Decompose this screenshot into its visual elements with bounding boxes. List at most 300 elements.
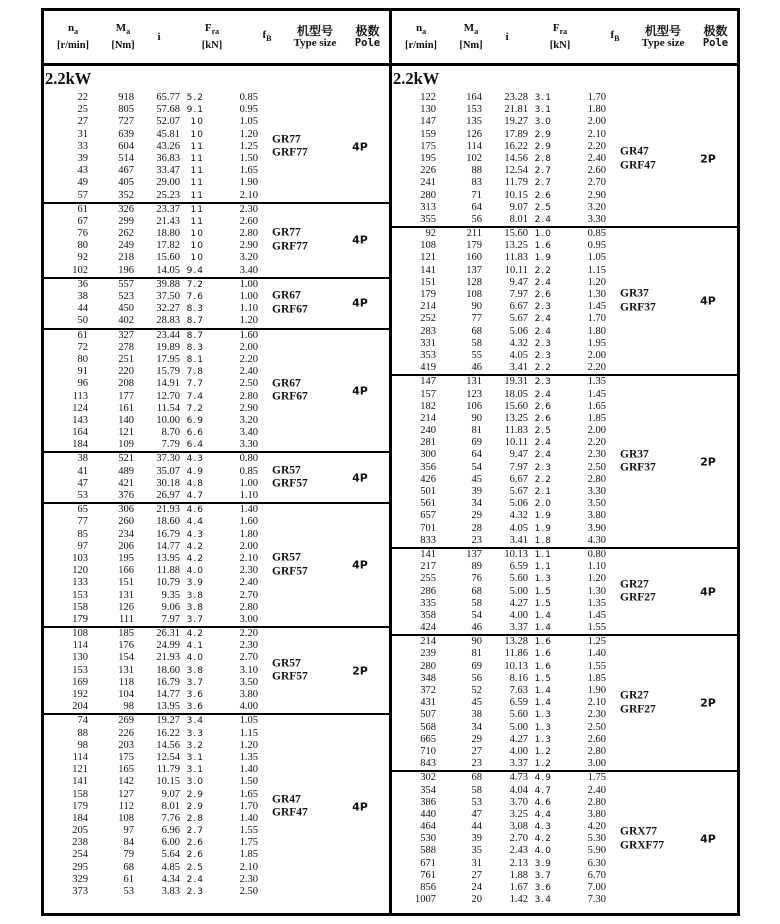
fra-value: 2.8 bbox=[534, 153, 552, 164]
fb-value: 3.50 bbox=[587, 498, 606, 510]
fb-value: 0.85 bbox=[239, 92, 258, 103]
table-row bbox=[44, 677, 389, 689]
type-size-label: GR57 GRF57 bbox=[272, 464, 308, 490]
na-value: 49 bbox=[77, 177, 88, 189]
table-row bbox=[44, 354, 389, 366]
table-row bbox=[44, 279, 389, 291]
table-row bbox=[392, 437, 737, 449]
table-row bbox=[44, 177, 389, 189]
table-row bbox=[392, 549, 737, 561]
table-row bbox=[392, 610, 737, 622]
fra-value: 2.7 bbox=[186, 826, 204, 837]
ma-value: 69 bbox=[471, 437, 482, 449]
i-value: 5.60 bbox=[509, 573, 528, 585]
na-value: 108 bbox=[72, 628, 88, 640]
i-value: 19.27 bbox=[504, 116, 528, 128]
fra-value: 4.9 bbox=[534, 773, 552, 784]
fb-value: 3.80 bbox=[239, 689, 258, 700]
ma-value: 402 bbox=[118, 315, 134, 327]
fb-value: 2.20 bbox=[587, 140, 606, 152]
na-value: 113 bbox=[72, 390, 88, 402]
na-value: 329 bbox=[72, 873, 88, 885]
table-row bbox=[392, 252, 737, 264]
ma-value: 137 bbox=[466, 548, 482, 560]
ma-value: 137 bbox=[466, 264, 482, 276]
na-value: 103 bbox=[72, 552, 88, 564]
na-value: 313 bbox=[420, 201, 436, 213]
fra-value: 1.3 bbox=[534, 734, 552, 745]
fra-value: 10 bbox=[190, 229, 204, 240]
ma-value: 46 bbox=[471, 622, 482, 634]
fra-value: 2.9 bbox=[186, 801, 204, 812]
table-row bbox=[392, 685, 737, 697]
na-value: 72 bbox=[77, 341, 88, 353]
table-row bbox=[392, 510, 737, 522]
i-value: 65.77 bbox=[156, 92, 180, 103]
ma-value: 249 bbox=[118, 240, 134, 252]
fb-value: 1.00 bbox=[239, 278, 258, 290]
ma-value: 196 bbox=[118, 264, 134, 276]
fb-value: 2.70 bbox=[239, 652, 258, 664]
fb-value: 3.00 bbox=[239, 613, 258, 625]
table-row bbox=[392, 722, 737, 734]
fra-value: 2.3 bbox=[534, 377, 552, 388]
fra-value: 1.9 bbox=[534, 511, 552, 522]
i-value: 33.47 bbox=[156, 165, 180, 177]
na-value: 61 bbox=[77, 329, 88, 341]
i-value: 4.34 bbox=[161, 873, 180, 885]
fra-value: 6.6 bbox=[186, 428, 204, 439]
table-row bbox=[392, 265, 737, 277]
ma-value: 46 bbox=[471, 362, 482, 374]
fra-value: 2.9 bbox=[534, 141, 552, 152]
table-row bbox=[392, 413, 737, 425]
fra-value: 2.4 bbox=[534, 214, 552, 225]
fb-value: 3.40 bbox=[239, 264, 258, 276]
i-value: 57.68 bbox=[156, 104, 180, 116]
ma-value: 109 bbox=[118, 439, 134, 451]
ma-value: 58 bbox=[471, 337, 482, 349]
fra-value: 3.4 bbox=[186, 716, 204, 727]
table-row bbox=[392, 636, 737, 648]
i-value: 15.60 bbox=[504, 228, 528, 240]
i-value: 5.06 bbox=[509, 498, 528, 510]
i-value: 6.59 bbox=[509, 697, 528, 709]
na-value: 254 bbox=[72, 849, 88, 861]
i-value: 11.54 bbox=[156, 402, 180, 414]
fra-value: 4.0 bbox=[534, 846, 552, 857]
i-value: 3.41 bbox=[509, 534, 528, 546]
fra-value: 1.5 bbox=[534, 586, 552, 597]
ma-value: 27 bbox=[471, 869, 482, 881]
fra-value: 3.9 bbox=[534, 858, 552, 869]
fb-value: 1.80 bbox=[239, 528, 258, 540]
fb-value: 1.25 bbox=[587, 636, 606, 648]
table-row bbox=[392, 845, 737, 857]
fb-value: 2.30 bbox=[239, 203, 258, 215]
i-value: 19.31 bbox=[504, 376, 528, 388]
fb-value: 0.85 bbox=[239, 465, 258, 477]
i-value: 3.25 bbox=[509, 808, 528, 820]
col-header-pole: 极数 Pole bbox=[354, 24, 381, 49]
na-value: 147 bbox=[420, 376, 436, 388]
fra-value: 8.1 bbox=[186, 354, 204, 365]
na-value: 501 bbox=[420, 486, 436, 497]
na-value: 238 bbox=[72, 837, 88, 849]
fra-value: 2.2 bbox=[534, 265, 552, 276]
ma-value: 220 bbox=[118, 366, 134, 378]
ma-value: 521 bbox=[118, 453, 134, 465]
table-row bbox=[44, 92, 389, 104]
i-value: 3.41 bbox=[509, 362, 528, 374]
table-row bbox=[44, 265, 389, 277]
i-value: 1.67 bbox=[509, 882, 528, 893]
na-value: 761 bbox=[420, 869, 436, 881]
col-header-na: $n_a$ [r/min] bbox=[56, 22, 90, 51]
ma-value: 58 bbox=[471, 784, 482, 796]
fb-value: 3.80 bbox=[587, 510, 606, 522]
fb-value: 1.60 bbox=[239, 516, 258, 528]
table-row bbox=[44, 216, 389, 228]
table-row bbox=[392, 177, 737, 189]
i-value: 7.97 bbox=[509, 289, 528, 300]
table-row bbox=[392, 535, 737, 547]
spec-block bbox=[44, 504, 389, 628]
fb-value: 1.10 bbox=[239, 490, 258, 501]
fra-value: 4.4 bbox=[534, 809, 552, 820]
fb-value: 1.85 bbox=[587, 412, 606, 424]
na-value: 39 bbox=[77, 152, 88, 164]
table-row bbox=[392, 561, 737, 573]
ma-value: 90 bbox=[471, 301, 482, 313]
na-value: 158 bbox=[72, 788, 88, 800]
ma-value: 44 bbox=[471, 821, 482, 833]
table-row bbox=[44, 116, 389, 128]
ma-value: 98 bbox=[123, 701, 134, 713]
i-value: 4.05 bbox=[509, 349, 528, 361]
i-value: 14.91 bbox=[156, 378, 180, 390]
fra-value: 1.2 bbox=[534, 759, 552, 770]
na-value: 300 bbox=[420, 449, 436, 461]
na-value: 65 bbox=[77, 504, 88, 516]
fra-value: 2.4 bbox=[186, 874, 204, 885]
col-header-pole: 极数 Pole bbox=[702, 24, 729, 49]
ma-value: 20 bbox=[471, 894, 482, 906]
table-row bbox=[44, 129, 389, 141]
fra-value: 2.6 bbox=[534, 413, 552, 424]
i-value: 18.80 bbox=[156, 228, 180, 240]
fra-value: 3.1 bbox=[534, 93, 552, 103]
fra-value: 1.8 bbox=[534, 535, 552, 546]
i-value: 14.77 bbox=[156, 540, 180, 552]
fb-value: 2.60 bbox=[587, 733, 606, 745]
spec-block bbox=[44, 92, 389, 204]
fb-value: 3.10 bbox=[239, 664, 258, 676]
fb-value: 1.30 bbox=[587, 585, 606, 597]
ma-value: 114 bbox=[466, 140, 482, 152]
fb-value: 3.50 bbox=[239, 676, 258, 688]
fb-value: 1.05 bbox=[587, 252, 606, 264]
fb-value: 2.80 bbox=[587, 745, 606, 757]
fb-value: 2.50 bbox=[587, 461, 606, 473]
table-row bbox=[44, 715, 389, 727]
fb-value: 1.20 bbox=[239, 128, 258, 140]
spec-block bbox=[392, 636, 737, 772]
i-value: 9.47 bbox=[509, 449, 528, 461]
ma-value: 727 bbox=[118, 116, 134, 128]
ma-value: 123 bbox=[466, 388, 482, 400]
na-value: 192 bbox=[72, 689, 88, 700]
i-value: 15.60 bbox=[156, 252, 180, 264]
col-header-fra: $F_{ra}$ [kN] bbox=[201, 22, 223, 51]
ma-value: 56 bbox=[471, 213, 482, 225]
fb-value: 2.40 bbox=[587, 784, 606, 796]
ma-value: 108 bbox=[466, 289, 482, 300]
spec-block bbox=[44, 453, 389, 504]
i-value: 16.22 bbox=[504, 140, 528, 152]
table-row bbox=[392, 797, 737, 809]
fb-value: 2.20 bbox=[587, 362, 606, 374]
fra-value: 2.8 bbox=[186, 813, 204, 824]
na-value: 426 bbox=[420, 473, 436, 485]
table-row bbox=[392, 573, 737, 585]
table-row bbox=[44, 104, 389, 116]
gearmotor-spec-table bbox=[41, 8, 740, 916]
fra-value: 7.7 bbox=[186, 379, 204, 390]
fra-value: 4.6 bbox=[534, 797, 552, 808]
i-value: 8.01 bbox=[161, 800, 180, 812]
type-size-label: GR67 GRF67 bbox=[272, 377, 308, 403]
na-value: 335 bbox=[420, 597, 436, 609]
fra-value: 3.8 bbox=[186, 665, 204, 676]
na-value: 153 bbox=[72, 664, 88, 676]
ma-value: 24 bbox=[471, 882, 482, 893]
table-row bbox=[392, 673, 737, 685]
ma-value: 185 bbox=[118, 628, 134, 640]
i-value: 10.13 bbox=[504, 548, 528, 560]
ma-value: 153 bbox=[466, 104, 482, 116]
i-value: 14.05 bbox=[156, 264, 180, 276]
fb-value: 1.95 bbox=[587, 337, 606, 349]
table-row bbox=[44, 776, 389, 788]
na-value: 195 bbox=[420, 152, 436, 164]
fb-value: 3.20 bbox=[239, 252, 258, 264]
ma-value: 251 bbox=[118, 353, 134, 365]
i-value: 11.88 bbox=[156, 565, 180, 577]
na-value: 295 bbox=[72, 861, 88, 873]
fra-value: 1.1 bbox=[534, 562, 552, 573]
table-row bbox=[392, 785, 737, 797]
ma-value: 27 bbox=[471, 745, 482, 757]
ma-value: 262 bbox=[118, 228, 134, 240]
col-header-type-size: 机型号 Type size bbox=[641, 24, 685, 49]
ma-value: 128 bbox=[466, 276, 482, 288]
table-row bbox=[392, 92, 737, 104]
fra-value: 1.9 bbox=[534, 523, 552, 534]
na-value: 372 bbox=[420, 685, 436, 696]
i-value: 4.04 bbox=[509, 784, 528, 796]
col-header-fb: $f_B$ bbox=[610, 28, 620, 44]
na-value: 98 bbox=[77, 739, 88, 751]
ma-value: 23 bbox=[471, 534, 482, 546]
fb-value: 1.05 bbox=[239, 116, 258, 128]
ma-value: 514 bbox=[118, 152, 134, 164]
table-row bbox=[392, 326, 737, 338]
i-value: 37.30 bbox=[156, 453, 180, 465]
i-value: 6.67 bbox=[509, 473, 528, 485]
i-value: 3.37 bbox=[509, 622, 528, 634]
fb-value: 2.20 bbox=[239, 628, 258, 640]
na-value: 157 bbox=[420, 388, 436, 400]
fra-value: 4.3 bbox=[534, 822, 552, 833]
ma-value: 68 bbox=[471, 325, 482, 337]
na-value: 80 bbox=[77, 240, 88, 252]
pole-value: 2P bbox=[700, 696, 716, 710]
ma-value: 77 bbox=[471, 313, 482, 325]
ma-value: 81 bbox=[471, 648, 482, 660]
na-value: 121 bbox=[72, 764, 88, 776]
fb-value: 2.60 bbox=[239, 215, 258, 227]
table-row bbox=[392, 104, 737, 116]
fra-value: 1.1 bbox=[534, 549, 552, 560]
na-value: 530 bbox=[420, 833, 436, 845]
fb-value: 2.70 bbox=[587, 177, 606, 189]
table-row bbox=[392, 498, 737, 510]
fra-value: 7.6 bbox=[186, 292, 204, 302]
na-value: 464 bbox=[420, 821, 436, 833]
fra-value: 1.2 bbox=[534, 746, 552, 757]
fb-value: 1.15 bbox=[587, 264, 606, 276]
fb-value: 2.10 bbox=[239, 552, 258, 564]
fb-value: 1.10 bbox=[587, 561, 606, 573]
i-value: 26.31 bbox=[156, 628, 180, 640]
table-row bbox=[392, 165, 737, 177]
fb-value: 1.05 bbox=[239, 715, 258, 727]
na-value: 286 bbox=[420, 585, 436, 597]
ma-value: 108 bbox=[118, 812, 134, 824]
i-value: 4.05 bbox=[509, 522, 528, 534]
fra-value: 1.6 bbox=[534, 661, 552, 672]
fb-value: 1.40 bbox=[239, 764, 258, 776]
table-row bbox=[44, 813, 389, 825]
i-value: 52.07 bbox=[156, 116, 180, 128]
pole-value: 4P bbox=[352, 233, 368, 247]
table-row bbox=[44, 849, 389, 861]
ma-value: 269 bbox=[118, 715, 134, 727]
i-value: 10.11 bbox=[504, 264, 528, 276]
fb-value: 2.00 bbox=[239, 540, 258, 552]
ma-value: 97 bbox=[123, 825, 134, 837]
fb-value: 1.70 bbox=[587, 92, 606, 103]
na-value: 856 bbox=[420, 882, 436, 893]
i-value: 21.93 bbox=[156, 652, 180, 664]
na-value: 710 bbox=[420, 745, 436, 757]
fra-value: 2.4 bbox=[534, 277, 552, 288]
fb-value: 1.35 bbox=[587, 376, 606, 388]
fra-value: 6.4 bbox=[186, 440, 204, 451]
i-value: 10.15 bbox=[504, 189, 528, 201]
i-value: 13.25 bbox=[504, 412, 528, 424]
spec-block bbox=[392, 228, 737, 376]
fra-value: 1.6 bbox=[534, 649, 552, 660]
i-value: 7.63 bbox=[509, 685, 528, 696]
ma-value: 467 bbox=[118, 165, 134, 177]
i-value: 6.96 bbox=[161, 825, 180, 837]
pole-value: 2P bbox=[352, 664, 368, 678]
fb-value: 1.20 bbox=[239, 315, 258, 327]
fra-value: 7.2 bbox=[186, 279, 204, 290]
fra-value: 2.9 bbox=[186, 789, 204, 800]
na-value: 281 bbox=[420, 437, 436, 449]
table-row bbox=[392, 758, 737, 770]
i-value: 26.97 bbox=[156, 490, 180, 501]
fra-value: 2.6 bbox=[186, 850, 204, 861]
fra-value: 1.4 bbox=[534, 610, 552, 621]
i-value: 4.00 bbox=[509, 745, 528, 757]
fra-value: 2.6 bbox=[534, 290, 552, 300]
na-value: 43 bbox=[77, 165, 88, 177]
table-row bbox=[44, 366, 389, 378]
table-row bbox=[44, 516, 389, 528]
i-value: 2.43 bbox=[509, 845, 528, 857]
ma-value: 112 bbox=[118, 800, 134, 812]
fra-value: 3.6 bbox=[186, 690, 204, 700]
na-value: 204 bbox=[72, 701, 88, 713]
table-row bbox=[392, 202, 737, 214]
fb-value: 1.35 bbox=[587, 597, 606, 609]
na-value: 61 bbox=[77, 203, 88, 215]
na-value: 665 bbox=[420, 733, 436, 745]
na-value: 302 bbox=[420, 772, 436, 784]
i-value: 9.06 bbox=[161, 601, 180, 613]
na-value: 114 bbox=[72, 640, 88, 652]
fb-value: 0.85 bbox=[587, 228, 606, 240]
table-row bbox=[392, 734, 737, 746]
ma-value: 131 bbox=[466, 376, 482, 388]
ma-value: 326 bbox=[118, 203, 134, 215]
i-value: 1.42 bbox=[509, 894, 528, 906]
i-value: 37.50 bbox=[156, 291, 180, 302]
fb-value: 1.00 bbox=[239, 291, 258, 302]
fra-value: 9.1 bbox=[186, 105, 204, 116]
i-value: 6.67 bbox=[509, 301, 528, 313]
fra-value: 11 bbox=[190, 166, 204, 177]
i-value: 32.27 bbox=[156, 303, 180, 315]
fb-value: 1.50 bbox=[239, 152, 258, 164]
na-value: 241 bbox=[420, 177, 436, 189]
fb-value: 2.80 bbox=[239, 601, 258, 613]
table-half-right bbox=[392, 11, 737, 913]
na-value: 833 bbox=[420, 534, 436, 546]
fra-value: 4.8 bbox=[186, 478, 204, 489]
fb-value: 2.10 bbox=[587, 128, 606, 140]
table-row bbox=[44, 453, 389, 465]
type-size-label: GR47 GRF47 bbox=[272, 793, 308, 819]
ma-value: 69 bbox=[471, 660, 482, 672]
na-value: 354 bbox=[420, 784, 436, 796]
i-value: 14.77 bbox=[156, 689, 180, 700]
table-row bbox=[44, 752, 389, 764]
fra-value: 4.2 bbox=[186, 541, 204, 552]
fb-value: 2.90 bbox=[587, 189, 606, 201]
fra-value: 2.1 bbox=[534, 487, 552, 497]
fra-value: 5.2 bbox=[186, 93, 204, 103]
ma-value: 88 bbox=[471, 165, 482, 177]
na-value: 22 bbox=[77, 92, 88, 103]
i-value: 10.00 bbox=[156, 414, 180, 426]
type-size-label: GR47 GRF47 bbox=[620, 145, 656, 172]
ma-value: 126 bbox=[466, 128, 482, 140]
